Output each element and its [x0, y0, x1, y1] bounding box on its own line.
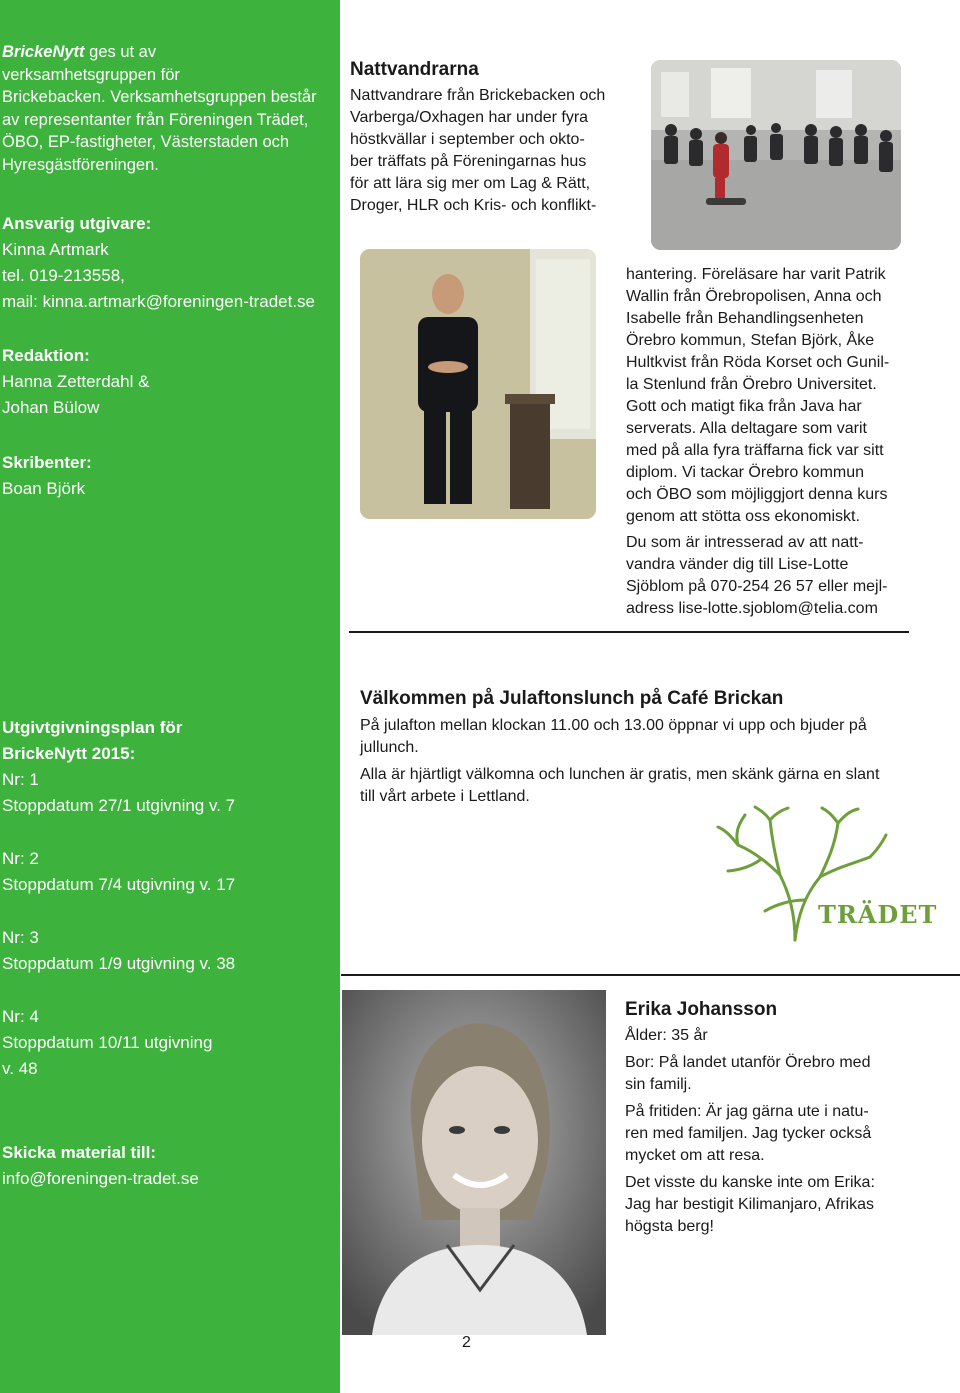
text-line: Jag har bestigit Kilimanjaro, Afrikas — [625, 1196, 874, 1213]
about-line: Hyresgästföreningen. — [2, 155, 159, 174]
section-divider — [341, 974, 960, 976]
sidebar — [0, 0, 340, 1393]
schedule-nr: Nr: 2 — [2, 849, 39, 868]
publisher-block — [2, 211, 332, 315]
send-block — [2, 1140, 332, 1192]
section-divider — [349, 631, 909, 633]
text-line: genom att stötta oss ekonomiskt. — [626, 508, 860, 525]
text-line: diplom. Vi tackar Örebro kommun — [626, 464, 865, 481]
text-line: hantering. Föreläsare har varit Patrik — [626, 266, 886, 283]
text-line: Alla är hjärtligt välkomna och lunchen är gratis, men skänk gärna en slant — [360, 766, 880, 783]
text-line: På fritiden: Är jag gärna ute i natu- — [625, 1103, 869, 1120]
text-line: ren med familjen. Jag tycker också — [625, 1125, 872, 1142]
schedule-block — [2, 715, 332, 1082]
contact-email-line[interactable]: adress lise-lotte.sjoblom@telia.com — [626, 600, 878, 617]
about-block — [2, 41, 332, 176]
text-line: la Stenlund från Örebro Universitet. — [626, 376, 877, 393]
send-email[interactable]: info@foreningen-tradet.se — [2, 1169, 199, 1188]
text-line: sin familj. — [625, 1076, 692, 1093]
publisher-mail: mail: kinna.artmark@foreningen-tradet.se — [2, 292, 316, 311]
publisher-phone: tel. 019-213558, — [2, 266, 125, 285]
brand-name: BrickeNytt — [2, 43, 85, 61]
editor-line: Hanna Zetterdahl & — [2, 372, 150, 391]
profile-age: Ålder: 35 år — [625, 1027, 708, 1044]
nattvandrarna-body — [626, 264, 926, 620]
send-label: Skicka material till: — [2, 1143, 157, 1162]
text-line: Örebro kommun, Stefan Björk, Åke — [626, 332, 875, 349]
lecturer-photo — [360, 249, 596, 519]
writers-block — [2, 450, 332, 502]
about-line: verksamhetsgruppen för — [2, 65, 180, 84]
text-line: Isabelle från Behandlingsenheten — [626, 310, 864, 327]
schedule-label: Utgivtgivningsplan för — [2, 718, 183, 737]
text-line: mycket om att resa. — [625, 1147, 765, 1164]
cpr-training-illustration — [651, 60, 901, 250]
text-line: Du som är intresserad av att natt- — [626, 534, 864, 551]
writers-label: Skribenter: — [2, 453, 92, 472]
text-line: och ÖBO som möjliggjort denna kurs — [626, 486, 888, 503]
schedule-nr: Nr: 1 — [2, 770, 39, 789]
cpr-training-photo — [651, 60, 901, 250]
text-line: Det visste du kanske inte om Erika: — [625, 1174, 875, 1191]
text-line: för att lära sig mer om Lag & Rätt, — [350, 175, 591, 192]
profile-portrait — [342, 990, 606, 1335]
schedule-date: Stoppdatum 10/11 utgivning — [2, 1033, 213, 1052]
text-line: Droger, HLR och Kris- och konflikt- — [350, 197, 597, 214]
page-number: 2 — [462, 1334, 471, 1351]
text-line: vandra vänder dig till Lise-Lotte — [626, 556, 849, 573]
text-line: Sjöblom på 070-254 26 57 eller mejl- — [626, 578, 888, 595]
text-line: till vårt arbete i Lettland. — [360, 788, 530, 805]
schedule-date: Stoppdatum 1/9 utgivning v. 38 — [2, 954, 236, 973]
text-line: med på alla fyra träffarna fick var sitt — [626, 442, 884, 459]
lecturer-illustration — [360, 249, 596, 519]
profile-name: Erika Johansson — [625, 999, 778, 1020]
lunch-section — [360, 686, 940, 808]
tradet-logo-text: TRÄDET — [818, 900, 938, 929]
lunch-title: Välkommen på Julaftonslunch på Café Brickan — [360, 688, 784, 709]
publisher-name: Kinna Artmark — [2, 240, 109, 259]
text-line: På julafton mellan klockan 11.00 och 13.00 öppnar vi upp och bjuder på — [360, 717, 867, 734]
tradet-logo — [710, 805, 938, 945]
schedule-date: Stoppdatum 27/1 utgivning v. 7 — [2, 796, 236, 815]
editor-line: Johan Bülow — [2, 398, 100, 417]
schedule-nr: Nr: 3 — [2, 928, 39, 947]
text-line: höstkvällar i september och okto- — [350, 131, 585, 148]
editors-label: Redaktion: — [2, 346, 90, 365]
publisher-label: Ansvarig utgivare: — [2, 214, 152, 233]
schedule-nr: Nr: 4 — [2, 1007, 39, 1026]
about-line: ges ut av — [89, 43, 157, 61]
nattvandrarna-title: Nattvandrarna — [350, 59, 479, 80]
writer-line: Boan Björk — [2, 479, 86, 498]
text-line: Wallin från Örebropolisen, Anna och — [626, 288, 882, 305]
about-line: ÖBO, EP-fastigheter, Västerstaden och — [2, 133, 290, 151]
text-line: ber träffats på Föreningarnas hus — [350, 153, 587, 170]
text-line: Gott och matigt fika från Java har — [626, 398, 862, 415]
schedule-date: v. 48 — [2, 1059, 38, 1078]
text-line: jullunch. — [360, 739, 419, 756]
editors-block — [2, 343, 332, 421]
text-line: serverats. Alla deltagare som varit — [626, 420, 867, 437]
about-line: av representanter från Föreningen Trädet, — [2, 110, 309, 129]
schedule-label: BrickeNytt 2015: — [2, 744, 136, 763]
about-line: Brickebacken. Verksamhetsgruppen består — [2, 88, 317, 106]
text-line: Bor: På landet utanför Örebro med — [625, 1054, 871, 1071]
text-line: Varberga/Oxhagen har under fyra — [350, 109, 589, 126]
portrait-illustration — [342, 990, 606, 1335]
nattvandrarna-intro — [350, 57, 630, 217]
schedule-date: Stoppdatum 7/4 utgivning v. 17 — [2, 875, 236, 894]
text-line: Nattvandrare från Brickebacken och — [350, 87, 606, 104]
profile-section — [625, 997, 945, 1238]
text-line: högsta berg! — [625, 1218, 714, 1235]
text-line: Hultkvist från Röda Korset och Gunil- — [626, 354, 890, 371]
